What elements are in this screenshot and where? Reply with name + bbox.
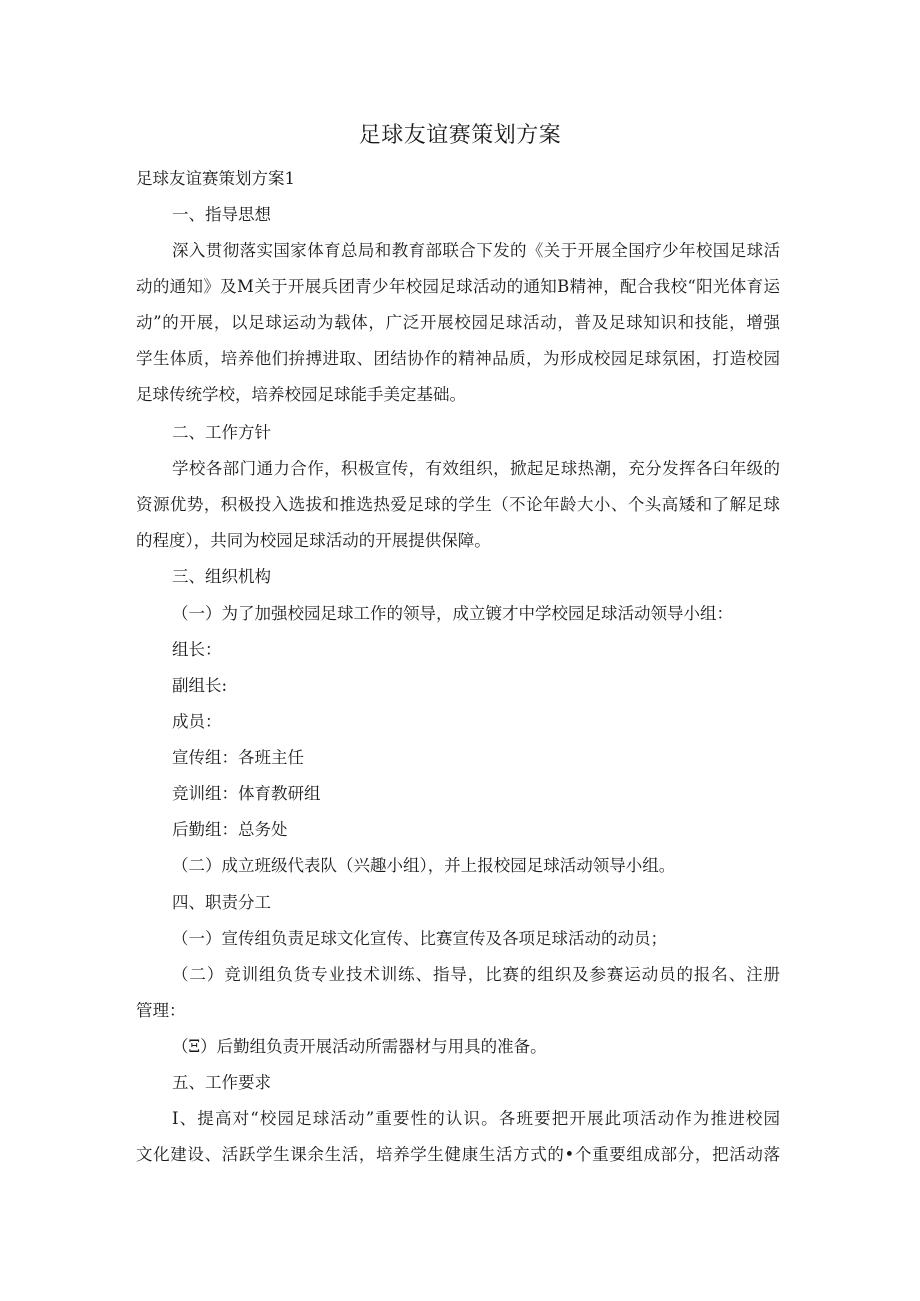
section-heading-organization: 三、组织机构	[172, 567, 271, 586]
paragraph-line: 学校各部门通力合作，积极宣传，有效组织，掀起足球热潮，充分发挥各臼年级的	[172, 459, 780, 478]
role-line: 后勤组：总务处	[172, 820, 288, 839]
document-subtitle: 足球友谊赛策划方案1	[136, 169, 295, 188]
section-heading-responsibilities: 四、职责分工	[172, 893, 271, 912]
paragraph-line: （二）竞训组负货专业技术训练、指导，比赛的组织及参赛运动员的报名、注册	[172, 965, 780, 984]
role-line: 组长：	[172, 640, 222, 659]
paragraph-line: 动”的开展，以足球运动为载体，广泛开展校园足球活动，普及足球知识和技能，增强	[136, 313, 780, 332]
section-heading-guiding-ideology: 一、指导思想	[172, 205, 271, 224]
paragraph-line: （一）为了加强校园足球工作的领导，成立镀才中学校园足球活动领导小组：	[172, 604, 733, 623]
role-line: 宣传组：各班主任	[172, 748, 304, 767]
paragraph-line: 学生体质，培养他们拚搏进取、团结协作的精神品质，为形成校园足球氛困，打造校园	[136, 349, 780, 368]
section-heading-work-requirements: 五、工作要求	[172, 1073, 271, 1092]
role-line: 副组长:	[172, 676, 228, 695]
paragraph-line: （一）宣传组负责足球文化宣传、比赛宣传及各项足球活动的动员；	[172, 929, 667, 948]
paragraph-line: 的程度），共同为校园足球活动的开展提供保障。	[136, 531, 491, 550]
role-line: 成员：	[172, 712, 222, 731]
paragraph-line: 文化建设、活跃学生课余生活，培养学生健康生活方式的•个重要组成部分，把活动落	[136, 1145, 780, 1164]
paragraph-line: 深入贯彻落实国家体育总局和教育部联合下发的《关于开展全国疗少年校国足球活	[172, 241, 780, 260]
paragraph-line: 管理：	[136, 1001, 186, 1020]
section-heading-work-policy: 二、工作方针	[172, 423, 271, 442]
paragraph-line: （Ξ）后勤组负责开展活动所需器材与用具的准备。	[172, 1037, 547, 1056]
paragraph-line: 足球传统学校，培养校园足球能手美定基础。	[136, 385, 466, 404]
paragraph-line: 动的通知》及M关于开展兵团青少年校园足球活动的通知B精神，配合我校“阳光体育运	[136, 277, 780, 296]
document-title: 足球友谊赛策划方案	[358, 123, 562, 148]
paragraph-line: 资源优势，积极投入选拔和推选热爱足球的学生（不论年龄大小、个头高矮和了解足球	[136, 495, 780, 514]
role-line: 竞训组：体育教研组	[172, 784, 321, 803]
paragraph-line: I、提高对“校园足球活动”重要性的认识。各班要把开展此项活动作为推进校园	[172, 1109, 780, 1128]
paragraph-line: （二）成立班级代表队（兴趣小组），并上报校园足球活动领导小组。	[172, 856, 676, 875]
